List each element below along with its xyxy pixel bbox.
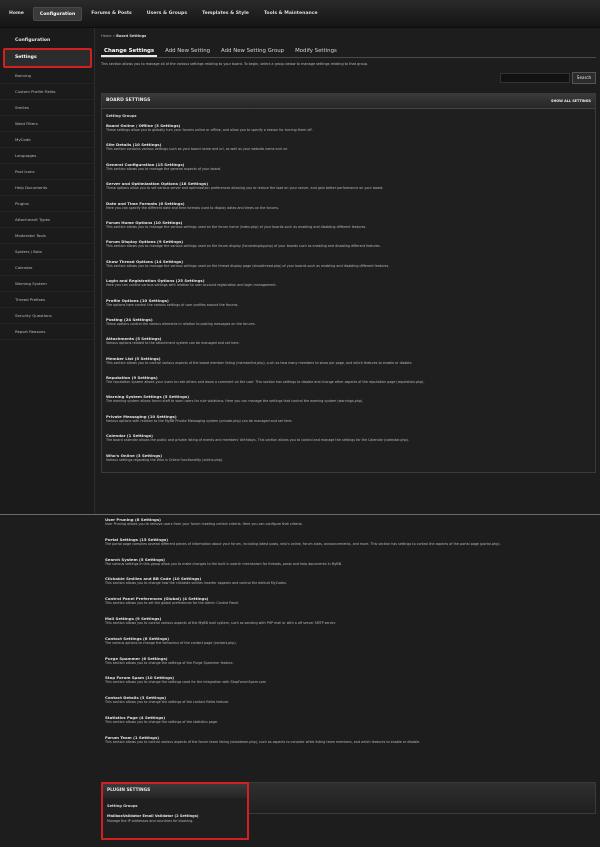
setting-groups-label: Setting Groups <box>106 114 137 118</box>
setting-group-title[interactable]: Posting (24 Settings) <box>106 316 153 322</box>
setting-group <box>101 636 596 645</box>
plugin-settings-panel <box>101 782 249 840</box>
setting-group-description: These options allow you to set various server and optimization preferences allowing you to reduce the load on your server, and gain better performance on your board. <box>106 186 384 191</box>
setting-group <box>101 715 596 724</box>
setting-group-description: The various options to change the behaviour of the contact page (contact.php). <box>105 640 237 645</box>
setting-group-title[interactable]: Control Panel Preferences (Global) (4 Settings) <box>105 596 209 602</box>
setting-group-description: Various options with relation to the MyBB Private Messaging system (private.php) can be managed and set here. <box>106 418 293 423</box>
setting-group <box>102 298 595 307</box>
setting-group <box>102 220 595 229</box>
setting-group-title[interactable]: Contact Settings (6 Settings) <box>105 635 170 641</box>
tab-change-settings[interactable]: Change Settings <box>101 45 157 57</box>
setting-group-title[interactable]: Date and Time Formats (6 Settings) <box>106 200 185 206</box>
tab-forums-posts[interactable]: Forums & Posts <box>91 11 132 16</box>
setting-group-description: The portal page compiles several different pieces of information about your forum, including latest posts, who's online, forum stats, announcements, and more. This section has settings to control the aspects of the portal page (portal.php). <box>105 541 501 546</box>
tab-add-new-setting[interactable]: Add New Setting <box>165 48 211 54</box>
tab-home[interactable]: Home <box>9 11 24 16</box>
setting-group <box>101 557 596 566</box>
sidebar-item-banning[interactable]: Banning <box>0 68 94 84</box>
setting-group-description: These settings allow you to globally turn your forums online or offline, and allow you to specify a reason for turning them off. <box>106 128 313 132</box>
setting-group-description: The various settings in this group allow you to make changes to the built in search mechanism for threads, posts and help documents in MyBB. <box>105 561 343 566</box>
sidebar-item-spiders-bots[interactable]: Spiders / Bots <box>0 244 94 260</box>
plugin-group-description: Manage the IP addresses and countries for blocking. <box>107 819 194 823</box>
setting-group-title[interactable]: Login and Registration Options (25 Settings) <box>106 278 205 284</box>
setting-group <box>101 656 596 665</box>
setting-group-title[interactable]: Profile Options (10 Settings) <box>106 297 169 303</box>
setting-group <box>101 596 596 605</box>
sidebar-item-smilies[interactable]: Smilies <box>0 100 94 116</box>
setting-group-description: User Pruning allows you to remove users from your forum meeting certain criteria. Here you can configure that criteria. <box>105 522 303 526</box>
setting-group <box>101 695 596 704</box>
setting-group-title[interactable]: Purge Spammer (6 Settings) <box>105 655 168 661</box>
setting-group-description: The board calendar allows the public and private listing of events and members' birthdays. This section allows you to control and manage the settings for the Calendar (calendar.php). <box>106 438 409 443</box>
setting-group-description: This section allows you to change the settings of the Purge Spammer feature. <box>105 660 234 665</box>
sidebar-item-calendar[interactable]: Calendar <box>0 260 94 276</box>
sidebar-item-word-filters[interactable]: Word Filters <box>0 116 94 132</box>
sidebar-item-custom-profile-fields[interactable]: Custom Profile Fields <box>0 84 94 100</box>
show-all-settings-link[interactable]: SHOW ALL SETTINGS <box>551 99 591 103</box>
setting-group <box>102 317 595 326</box>
sidebar <box>0 28 95 514</box>
setting-group-description: This section allows you to control various aspects of the forum team listing (showteam.php), such as aspects to consider while listing team members, and which features to enable or disable. <box>105 739 421 744</box>
setting-group-title[interactable]: Reputation (9 Settings) <box>106 375 158 381</box>
setting-group <box>102 162 595 171</box>
setting-group <box>102 375 595 384</box>
tab-users-groups[interactable]: Users & Groups <box>146 11 188 16</box>
setting-group-description: Various options related to the attachment system can be managed and set here. <box>106 341 240 346</box>
sidebar-item-post-icons[interactable]: Post Icons <box>0 164 94 180</box>
tab-modify-settings[interactable]: Modify Settings <box>295 48 337 54</box>
plugin-setting-groups-label: Setting Groups <box>107 804 138 808</box>
search-button[interactable]: Search <box>572 72 596 84</box>
setting-groups-list-2 <box>101 517 596 744</box>
search-row <box>101 72 596 86</box>
setting-group-description: This section allows you to control various aspects of the MyBB mail system, such as sending with PHP mail or with a off server SMTP server. <box>105 620 336 625</box>
top-bar <box>0 0 600 28</box>
setting-group-title[interactable]: Attachments (5 Settings) <box>106 336 162 342</box>
sidebar-header: Configuration <box>15 38 51 43</box>
setting-group-title[interactable]: Statistics Page (4 Settings) <box>105 714 166 720</box>
setting-group-title[interactable]: Site Details (10 Settings) <box>106 142 162 148</box>
setting-group-title[interactable]: Mail Settings (9 Settings) <box>105 615 162 621</box>
setting-group <box>102 336 595 345</box>
setting-group <box>102 181 595 190</box>
setting-group-title[interactable]: Member List (5 Settings) <box>106 355 161 361</box>
setting-group-description: This section allows you to change the settings of the contact fields feature. <box>105 700 230 705</box>
setting-group-description: This section allows you to set the global preferences for the Admin Control Panel. <box>105 601 240 606</box>
breadcrumb <box>101 34 596 38</box>
sidebar-item-moderator-tools[interactable]: Moderator Tools <box>0 228 94 244</box>
setting-group-title[interactable]: Calendar (1 Settings) <box>106 433 153 439</box>
setting-group <box>101 517 596 526</box>
board-settings-panel <box>101 93 596 473</box>
board-settings-header <box>102 94 595 109</box>
sidebar-item-help-documents[interactable]: Help Documents <box>0 180 94 196</box>
setting-group-title[interactable]: Show Thread Options (14 Settings) <box>106 258 184 264</box>
breadcrumb-current: Board Settings <box>116 34 147 38</box>
setting-group-title[interactable]: Stop Forum Spam (10 Settings) <box>105 675 175 681</box>
setting-group-description: This section allows you to manage the various settings used on the forum home (index.php) of your boards such as enabling and disabling different features. <box>106 224 367 229</box>
setting-groups-list-continued <box>101 517 596 755</box>
setting-group <box>102 239 595 248</box>
sidebar-item-settings[interactable]: Settings <box>3 48 92 68</box>
setting-group-description: This section allows you to change how the clickable smilies inserter appears and control the default MyCodes. <box>105 581 287 586</box>
sidebar-item-plugins[interactable]: Plugins <box>0 196 94 212</box>
main-content <box>101 28 596 473</box>
sidebar-item-warning-system[interactable]: Warning System <box>0 276 94 292</box>
setting-group-title[interactable]: Search System (5 Settings) <box>105 556 165 562</box>
sidebar-item-attachment-types[interactable]: Attachment Types <box>0 212 94 228</box>
setting-group-description: This section allows you to manage the various settings used on the thread display page (showthread.php) of your boards such as enabling and disabling different features. <box>106 263 390 268</box>
setting-group <box>102 394 595 403</box>
setting-group <box>102 201 595 210</box>
setting-group-description: This section allows you to change the settings used for the integration with StopForumSpam.com <box>105 680 267 685</box>
setting-group <box>102 453 595 462</box>
sidebar-item-thread-prefixes[interactable]: Thread Prefixes <box>0 292 94 308</box>
plugin-settings-header-bar <box>248 782 596 814</box>
setting-group-description: These options control the various elements in relation to posting messages on the forums. <box>106 321 256 326</box>
page-intro: This section allows you to manage all of the various settings relating to your board. To begin, select a group below to manage settings relating to that group. <box>101 62 369 66</box>
setting-group-description: This section allows you to change the settings of the statistics page. <box>105 719 219 724</box>
setting-group-title[interactable]: User Pruning (8 Settings) <box>105 517 161 522</box>
page-divider <box>0 514 600 515</box>
setting-group <box>102 414 595 423</box>
setting-group <box>101 616 596 625</box>
setting-group-title[interactable]: Contact Details (3 Settings) <box>105 695 166 701</box>
setting-group-description: Here you can specify the different date and time formats used to display dates and times on the forums. <box>106 205 280 210</box>
setting-group-title[interactable]: Private Messaging (10 Settings) <box>106 413 177 419</box>
top-navigation <box>3 7 327 21</box>
setting-group <box>102 123 595 132</box>
setting-group-description: The warning system allows forum staff to warn users for rule violations. Here you can manage the settings that control the warning system (warnings.php). <box>106 399 364 404</box>
settings-tabs <box>101 45 596 58</box>
setting-group-description: This section allows you to manage the general aspects of your board. <box>106 166 222 171</box>
setting-group-title[interactable]: Forum Home Options (10 Settings) <box>106 219 183 225</box>
setting-group-title[interactable]: Who's Online (3 Settings) <box>106 452 163 458</box>
tab-tools-maintenance[interactable]: Tools & Maintenance <box>263 11 318 16</box>
setting-groups-list <box>102 123 595 462</box>
setting-group <box>102 356 595 365</box>
setting-group-description: This section contains various settings such as your board name and url, as well as your website name and url. <box>106 147 289 152</box>
setting-group <box>101 537 596 546</box>
setting-group-title[interactable]: Forum Team (1 Settings) <box>105 734 160 740</box>
search-input[interactable] <box>500 73 570 83</box>
setting-group-title[interactable]: Forum Display Options (9 Settings) <box>106 239 184 245</box>
sidebar-item-security-questions[interactable]: Security Questions <box>0 308 94 324</box>
setting-group <box>101 675 596 684</box>
setting-group-description: The options here control the various settings of user profiles around the forums. <box>106 302 239 307</box>
setting-group-title[interactable]: Board Online / Offline (3 Settings) <box>106 123 181 128</box>
setting-group-title[interactable]: General Configuration (15 Settings) <box>106 161 185 167</box>
setting-group <box>101 576 596 585</box>
sidebar-item-mycode[interactable]: MyCode <box>0 132 94 148</box>
setting-group-description: This section allows you to manage the various settings used on the forum display (forumdisplay.php) of your boards such as enabling and disabling different features. <box>106 244 381 249</box>
setting-group-title[interactable]: Warning System Settings (5 Settings) <box>106 394 189 400</box>
breadcrumb-home[interactable]: Home <box>101 34 112 38</box>
setting-group-title[interactable]: Portal Settings (15 Settings) <box>105 536 169 542</box>
breadcrumb-separator: » <box>111 34 117 38</box>
setting-group-description: Here you can control various settings with relation to user account registration and login management. <box>106 283 277 288</box>
setting-group <box>102 278 595 287</box>
sidebar-item-languages[interactable]: Languages <box>0 148 94 164</box>
tab-configuration[interactable]: Configuration <box>33 7 82 21</box>
setting-group-title[interactable]: Clickable Smilies and BB Code (10 Settings) <box>105 576 202 582</box>
plugin-group-title[interactable]: MailboxValidator Email Validator (2 Settings) <box>107 814 199 818</box>
setting-group <box>102 259 595 268</box>
plugin-settings-title: PLUGIN SETTINGS <box>103 784 247 798</box>
setting-group-description: The reputation system allows your users to rate others and leave a comment on the user. This section has settings to disable and change other aspects of the reputation page (reputation.php). <box>106 380 425 385</box>
setting-group-description: Various settings regarding the Who is Online functionality (online.php). <box>106 457 224 462</box>
setting-group <box>102 142 595 151</box>
sidebar-item-report-reasons[interactable]: Report Reasons <box>0 324 94 340</box>
setting-group-title[interactable]: Server and Optimization Options (18 Settings) <box>106 181 208 187</box>
board-settings-title: BOARD SETTINGS <box>106 98 151 103</box>
setting-group <box>101 735 596 744</box>
setting-group <box>102 433 595 442</box>
tab-add-new-setting-group[interactable]: Add New Setting Group <box>221 48 285 54</box>
tab-templates-style[interactable]: Templates & Style <box>202 11 249 16</box>
setting-group-description: This section allows you to control various aspects of the board member listing (memberlist.php), such as how many members to show per page, and which features to enable or disable. <box>106 360 413 365</box>
